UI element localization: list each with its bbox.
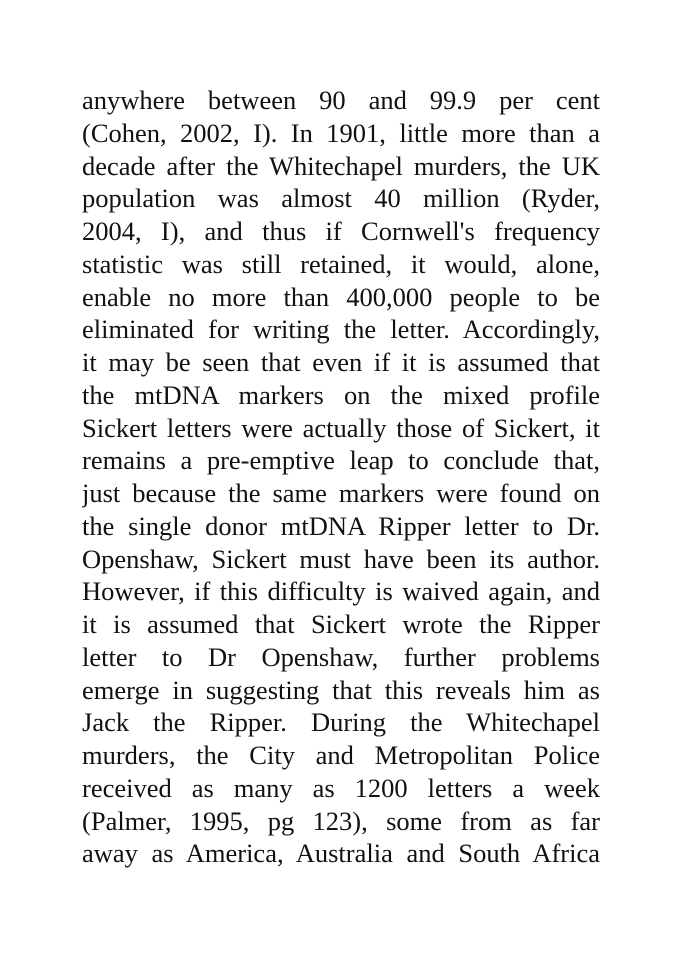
text-line: population was almost 40 million (Ryder, [82,183,600,214]
text-line: eliminated for writing the letter. Accordingly, [82,314,600,345]
text-line: (Cohen, 2002, I). In 1901, little more than a [82,117,600,148]
text-line: received as many as 1200 letters a week [82,772,600,803]
text-line: statistic was still retained, it would, alone, [82,248,600,279]
text-line: enable no more than 400,000 people to be [82,281,600,312]
text-line: emerge in suggesting that this reveals him as [82,674,600,705]
text-line: the single donor mtDNA Ripper letter to Dr. [82,510,600,541]
text-line: just because the same markers were found on [82,478,600,508]
text-line: it is assumed that Sickert wrote the Ripper [82,609,600,639]
text-line: anywhere between 90 and 99.9 per cent [82,85,600,115]
text-line: away as America, Australia and South Africa [82,838,600,869]
body-paragraph [82,84,600,870]
text-line: Sickert letters were actually those of Sickert, it [82,412,600,443]
text-line: Openshaw, Sickert must have been its author. [82,543,600,574]
text-line: the mtDNA markers on the mixed profile [82,379,600,410]
text-line: Jack the Ripper. During the Whitechapel [82,707,600,738]
text-line: murders, the City and Metropolitan Police [82,740,600,770]
text-line: letter to Dr Openshaw, further problems [82,641,600,672]
text-line: it may be seen that even if it is assumed that [82,347,600,377]
text-line: remains a pre-emptive leap to conclude that, [82,445,600,476]
text-line: decade after the Whitechapel murders, the UK [82,150,600,181]
text-line: 2004, I), and thus if Cornwell's frequency [82,216,600,246]
text-line: However, if this difficulty is waived again, and [82,576,600,607]
text-line: (Palmer, 1995, pg 123), some from as far [82,805,600,836]
